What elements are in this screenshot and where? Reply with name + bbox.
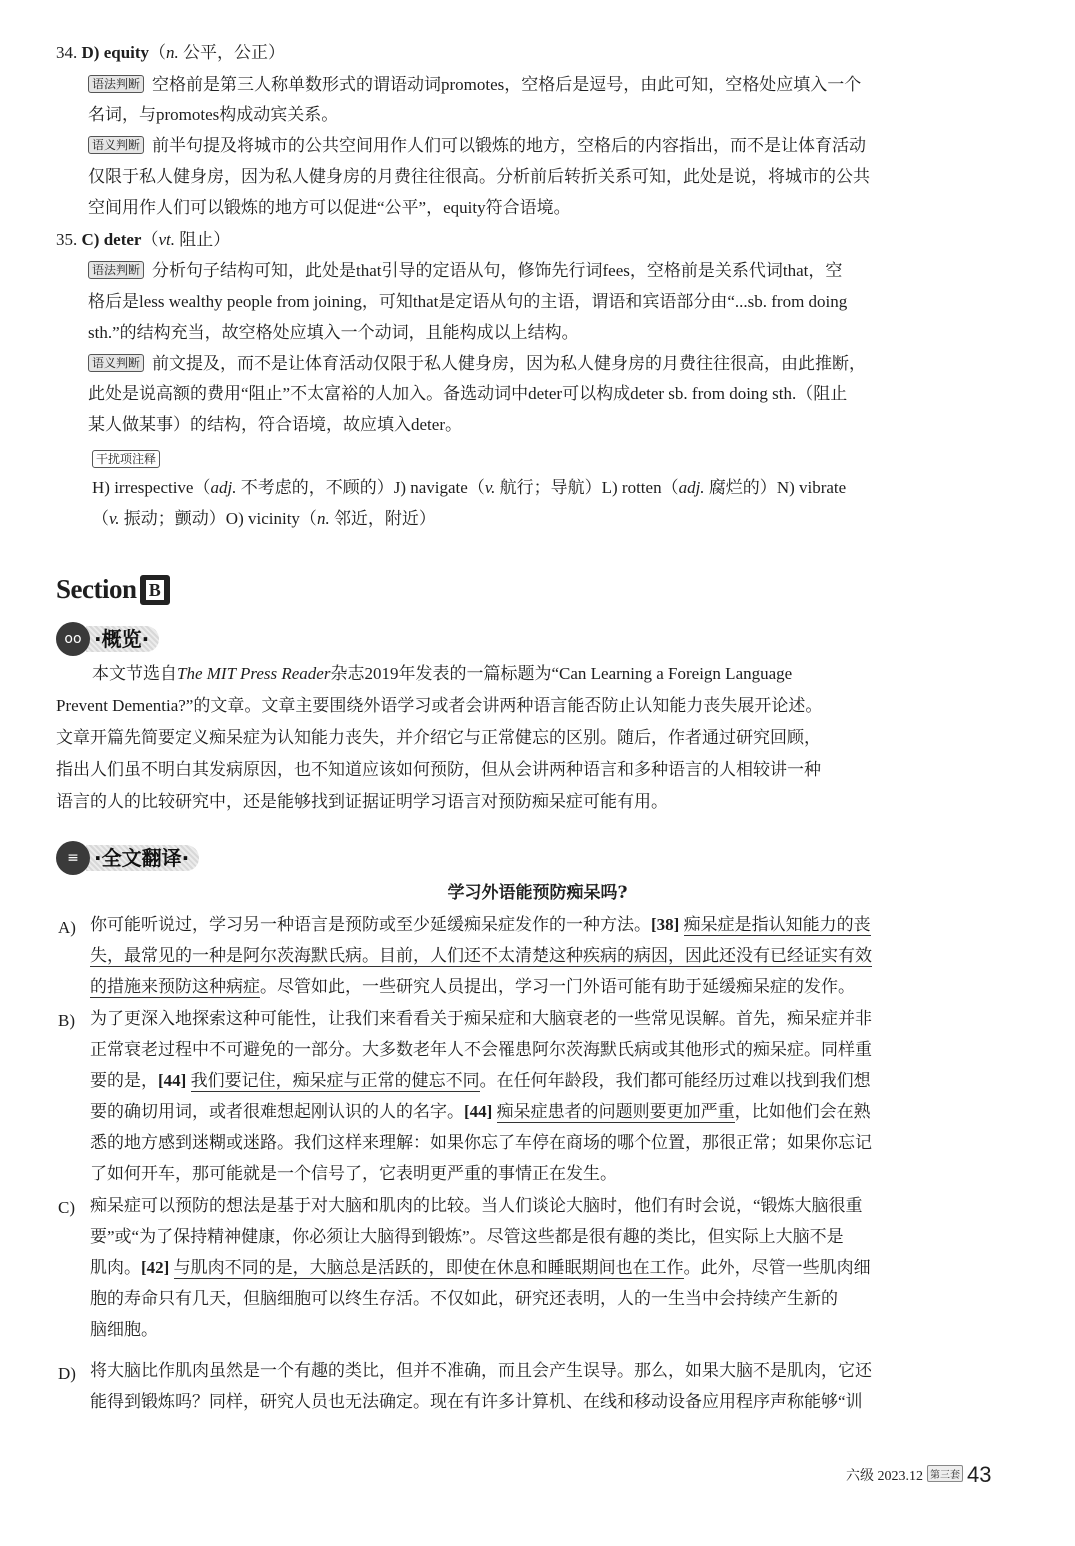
answer-choice: D) equity: [81, 43, 150, 62]
distractor-j: J) navigate（: [393, 478, 485, 497]
paragraph-c-line-4: 胞的寿命只有几天，但脑细胞可以终生存活。不仅如此，研究还表明，人的一生当中会持续产生新的: [90, 1289, 838, 1308]
answer-choice: C) deter: [81, 230, 142, 249]
answer-34-semantic-line-2: 仅限于私人健身房，因为私人健身房的月费往往很高。分析前后转折关系可知，此处是说，将城市的公共: [88, 167, 870, 186]
text: 空格前是第三人称单数形式的谓语动词promotes，空格后是逗号，由此可知，空格处应填入一个: [152, 75, 862, 94]
question-ref: [38]: [651, 915, 680, 934]
paragraph-b-line-5: 悉的地方感到迷糊或迷路。我们这样来理解：如果你忘了车停在商场的哪个位置，那很正常；如果你忘记: [90, 1133, 872, 1152]
answer-35-semantic-line-3: 某人做某事）的结构，符合语境，故应填入deter。: [88, 415, 462, 434]
answer-34-grammar-line-2: 名词，与promotes构成动宾关系。: [88, 105, 339, 124]
set-badge: 第三套: [927, 1465, 963, 1482]
text: ，比如他们会在熟: [734, 1102, 871, 1121]
overview-line-1: [92, 663, 792, 685]
semantic-tag: 语义判断: [88, 354, 144, 372]
answer-35-grammar-line-2: 格后是less wealthy people from joining，可知that是定语从句的主语，谓语和宾语部分由“...sb. from doing: [88, 292, 848, 311]
glasses-icon: oo: [56, 622, 90, 656]
paragraph-c-line-3: [90, 1257, 871, 1279]
grammar-tag: 语法判断: [88, 261, 144, 279]
overview-label: ·概览·: [86, 626, 159, 652]
question-ref: [42]: [141, 1258, 170, 1277]
question-ref: [44]: [464, 1102, 493, 1121]
part-of-speech: adj.: [678, 478, 705, 497]
word-meaning: 不考虑的，不顾的）: [236, 478, 394, 497]
paragraph-a-line-1: [90, 914, 871, 936]
grammar-tag: 语法判断: [88, 75, 144, 93]
underlined-text: 我们要记住，痴呆症与正常的健忘不同: [190, 1071, 480, 1090]
translation-label: ·全文翻译·: [86, 845, 199, 871]
text: 要的是，: [90, 1071, 158, 1090]
text: 杂志2019年发表的一篇标题为“Can Learning a Foreign Language: [330, 664, 793, 683]
section-heading: [56, 574, 170, 605]
text: 要的确切用词，或者很难想起刚认识的人的名字。: [90, 1102, 464, 1121]
paragraph-b-line-3: [90, 1070, 871, 1092]
section-title: Section: [56, 574, 137, 604]
paragraph-d-line-2: 能得到锻炼吗？同样，研究人员也无法确定。现在有许多计算机、在线和移动设备应用程序声称能够“训: [90, 1392, 863, 1411]
section-badge: [140, 575, 170, 605]
paragraph-c-line-1: 痴呆症可以预防的想法是基于对大脑和肌肉的比较。当人们谈论大脑时，他们有时会说，“锻炼大脑很重: [90, 1196, 863, 1215]
part-of-speech: vt.: [158, 230, 175, 249]
paragraph-b-line-2: 正常衰老过程中不可避免的一部分。大多数老年人不会罹患阿尔茨海默氏病或其他形式的痴呆症。同样重: [90, 1040, 872, 1059]
answer-35-grammar-line-1: [88, 260, 842, 282]
part-of-speech: n.: [166, 43, 179, 62]
publication-name: The MIT Press Reader: [177, 664, 331, 683]
text: 肌肉。: [90, 1258, 141, 1277]
answer-number: 35.: [56, 230, 78, 249]
part-of-speech: v.: [484, 478, 496, 497]
distractor-n: N) vibrate: [776, 478, 847, 497]
distractor-h: H) irrespective（: [92, 478, 211, 497]
part-of-speech: adj.: [210, 478, 237, 497]
text: 前半句提及将城市的公共空间用作人们可以锻炼的地方，空格后的内容指出，而不是让体育活动: [152, 136, 867, 155]
answer-35-semantic-line-2: 此处是说高额的费用“阻止”不太富裕的人加入。备选动词中deter可以构成deter sb. from doing sth.（阻止: [88, 384, 848, 403]
word-meaning: 邻近，附近）: [329, 509, 436, 528]
translation-heading: [56, 841, 199, 875]
page-number: 43: [967, 1462, 992, 1487]
distractor-tag-row: [92, 449, 168, 471]
page-footer: [846, 1462, 991, 1488]
underlined-text: 痴呆症是指认知能力的丧: [683, 915, 871, 934]
overview-line-5: 语言的人的比较研究中，还是能够找到证据证明学习语言对预防痴呆症可能有用。: [56, 792, 668, 811]
word-meaning: 公平，公正: [183, 43, 269, 62]
exam-level: 六级 2023.12: [846, 1469, 923, 1484]
distractor-line-1: [92, 477, 846, 499]
part-of-speech: n.: [316, 509, 330, 528]
answer-35-semantic-line-1: [88, 353, 866, 375]
paragraph-label-b: B): [58, 1011, 75, 1030]
answer-34-semantic-line-3: 空间用作人们可以锻炼的地方可以促进“公平”，equity符合语境。: [88, 198, 571, 217]
paren: （: [92, 509, 109, 528]
paragraph-a-line-3: [90, 976, 855, 998]
underlined-text: 痴呆症患者的问题则要更加严重: [496, 1102, 735, 1121]
text: 分析句子结构可知，此处是that引导的定语从句，修饰先行词fees，空格前是关系代词that，空: [152, 261, 843, 280]
article-title: 学习外语能预防痴呆吗?: [447, 883, 628, 903]
text: 。尽管如此，一些研究人员提出，学习一门外语可能有助于延缓痴呆症的发作。: [260, 977, 855, 996]
paragraph-c-line-5: 脑细胞。: [90, 1320, 158, 1339]
paragraph-b-line-6: 了如何开车，那可能就是一个信号了，它表明更严重的事情正在发生。: [90, 1164, 617, 1183]
question-ref: [44]: [158, 1071, 187, 1090]
text: 。在任何年龄段，我们都可能经历过难以找到我们想: [479, 1071, 871, 1090]
word-meaning: 腐烂的）: [704, 478, 777, 497]
word-meaning: 阻止: [179, 230, 214, 249]
paragraph-b-line-4: [90, 1101, 871, 1123]
semantic-tag: 语义判断: [88, 136, 144, 154]
speech-bubble-icon: ≡: [56, 841, 90, 875]
paragraph-a-line-2: [90, 945, 872, 967]
answer-34-heading: 34. D) equity（n. 公平，公正）: [56, 43, 286, 62]
underlined-text: 失，最常见的一种是阿尔茨海默氏病。目前，人们还不太清楚这种疾病的病因，因此还没有已经证实有效: [90, 946, 872, 965]
answer-34-grammar-line-1: [88, 74, 861, 96]
paragraph-label-c: C): [58, 1198, 75, 1217]
underlined-text: 的措施来预防这种病症: [90, 977, 260, 996]
answer-35-grammar-line-3: sth.”的结构充当，故空格处应填入一个动词，且能构成以上结构。: [88, 323, 579, 342]
answer-34-semantic-line-1: [88, 135, 866, 157]
overview-heading: [56, 622, 159, 656]
overview-line-2: Prevent Dementia?”的文章。文章主要围绕外语学习或者会讲两种语言能否防止认知能力丧失展开论述。: [56, 696, 823, 715]
paragraph-label-d: D): [58, 1364, 76, 1383]
underlined-text: 与肌肉不同的是，大脑总是活跃的，即使在休息和睡眠期间也在工作: [173, 1258, 684, 1277]
text: 你可能听说过，学习另一种语言是预防或至少延缓痴呆症发作的一种方法。: [90, 915, 651, 934]
distractor-line-2: [92, 508, 436, 530]
answer-35-heading: 35. C) deter（vt. 阻止）: [56, 230, 231, 249]
distractor-tag: 干扰项注释: [92, 450, 160, 468]
word-meaning: 航行；导航）: [495, 478, 602, 497]
overview-line-3: 文章开篇先简要定义痴呆症为认知能力丧失，并介绍它与正常健忘的区别。随后，作者通过研究回顾，: [56, 728, 821, 747]
paragraph-label-a: A): [58, 918, 76, 937]
text: 。此外，尽管一些肌肉细: [683, 1258, 871, 1277]
distractor-l: L) rotten（: [601, 478, 679, 497]
paragraph-d-line-1: 将大脑比作肌肉虽然是一个有趣的类比，但并不准确，而且会产生误导。那么，如果大脑不是肌肉，它还: [90, 1361, 872, 1380]
word-meaning: 振动；颤动）: [119, 509, 226, 528]
part-of-speech: v.: [109, 509, 120, 528]
section-letter: B: [146, 580, 164, 600]
paragraph-b-line-1: 为了更深入地探索这种可能性，让我们来看看关于痴呆症和大脑衰老的一些常见误解。首先，痴呆症并非: [90, 1009, 872, 1028]
text: 前文提及，而不是让体育活动仅限于私人健身房，因为私人健身房的月费往往很高，由此推断，: [152, 354, 867, 373]
paragraph-c-line-2: 要”或“为了保持精神健康，你必须让大脑得到锻炼”。尽管这些都是很有趣的类比，但实际上大脑不是: [90, 1227, 844, 1246]
answer-number: 34.: [56, 43, 78, 62]
overview-line-4: 指出人们虽不明白其发病原因，也不知道应该如何预防，但从会讲两种语言和多种语言的人相较讲一种: [56, 760, 821, 779]
text: 本文节选自: [92, 664, 177, 683]
distractor-o: O) vicinity（: [225, 509, 317, 528]
